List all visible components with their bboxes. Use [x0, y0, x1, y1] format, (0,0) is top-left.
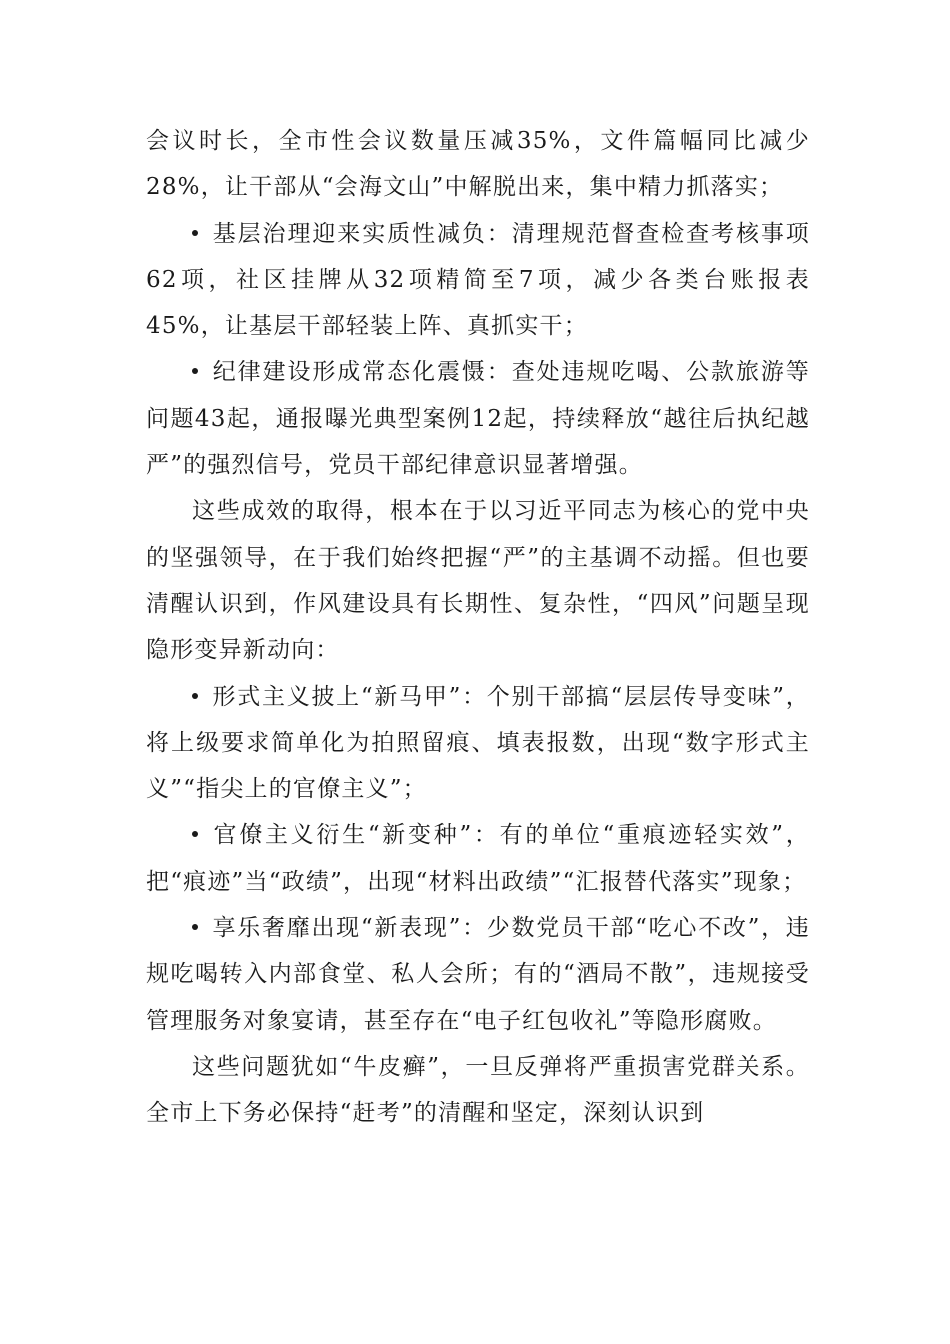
bullet-dot-icon	[192, 924, 198, 930]
paragraph-text: 会议时长，全市性会议数量压减35%，文件篇幅同比减少28%，让干部从“会海文山”中解脱出来，集中精力抓落实；	[146, 128, 810, 201]
bullet-dot-icon	[192, 831, 198, 837]
bullet-item	[146, 905, 810, 1044]
paragraph-text: 这些成效的取得，根本在于以习近平同志为核心的党中央的坚强领导，在于我们始终把握“严”的主基调不动摇。但也要清醒认识到，作风建设具有长期性、复杂性，“四风”问题呈现隐形变异新动向：	[146, 498, 810, 664]
bullet-text: 形式主义披上“新马甲”：个别干部搞“层层传导变味”，将上级要求简单化为拍照留痕、填表报数，出现“数字形式主义”“指尖上的官僚主义”；	[146, 683, 810, 803]
bullet-item	[146, 674, 810, 813]
bullet-item	[146, 211, 810, 350]
bullet-text: 官僚主义衍生“新变种”：有的单位“重痕迹轻实效”，把“痕迹”当“政绩”，出现“材料出政绩”“汇报替代落实”现象；	[146, 822, 810, 895]
document-body	[146, 118, 810, 1137]
paragraph	[146, 488, 810, 673]
bullet-dot-icon	[192, 368, 198, 374]
bullet-text: 享乐奢靡出现“新表现”：少数党员干部“吃心不改”，违规吃喝转入内部食堂、私人会所；有的“酒局不散”，违规接受管理服务对象宴请，甚至存在“电子红包收礼”等隐形腐败。	[146, 915, 810, 1034]
bullet-item	[146, 812, 810, 905]
paragraph-continuation	[146, 118, 810, 211]
paragraph-text: 这些问题犹如“牛皮癣”，一旦反弹将严重损害党群关系。全市上下务必保持“赶考”的清醒和坚定，深刻认识到	[146, 1053, 810, 1127]
bullet-item	[146, 349, 810, 488]
paragraph	[146, 1044, 810, 1137]
bullet-dot-icon	[192, 230, 198, 236]
bullet-text: 基层治理迎来实质性减负：清理规范督查检查考核事项62项，社区挂牌从32项精简至7项，减少各类台账报表45%，让基层干部轻装上阵、真抓实干；	[146, 220, 810, 340]
bullet-dot-icon	[192, 693, 198, 699]
bullet-text: 纪律建设形成常态化震慑：查处违规吃喝、公款旅游等问题43起，通报曝光典型案例12起，持续释放“越往后执纪越严”的强烈信号，党员干部纪律意识显著增强。	[146, 359, 810, 479]
